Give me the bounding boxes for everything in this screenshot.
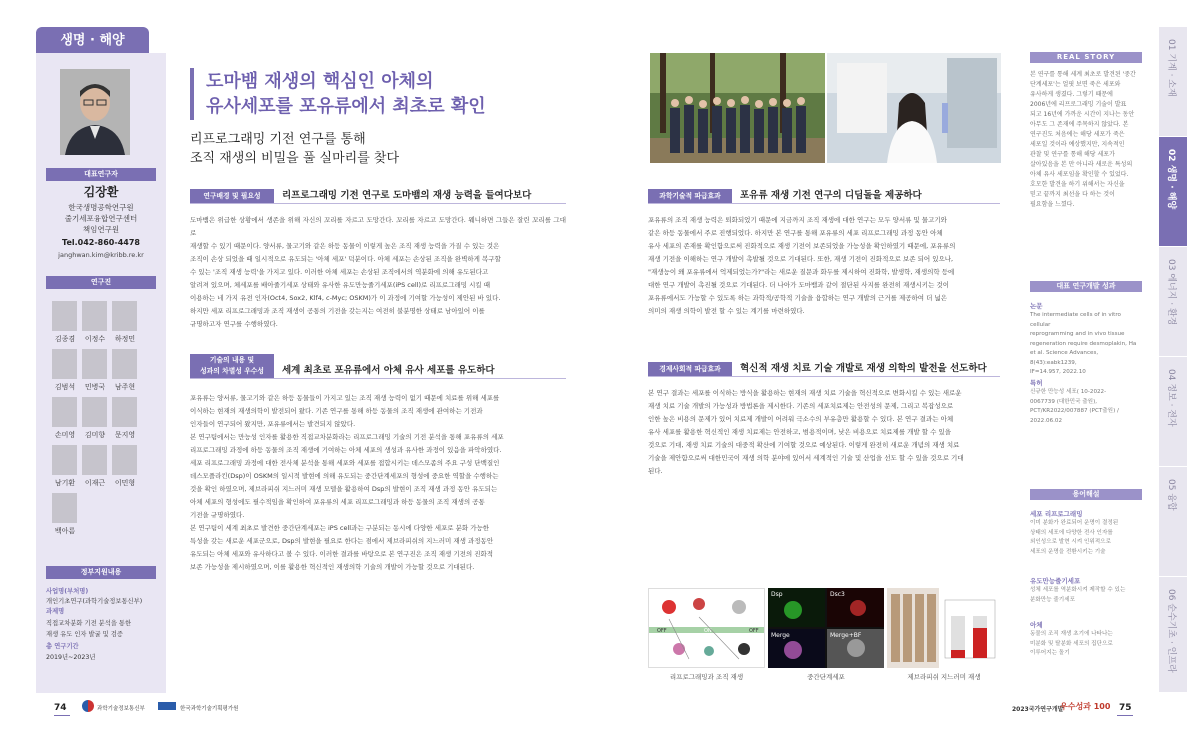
gov-label: 총 연구기간 — [46, 643, 79, 650]
figure-caption: 리프로그래밍과 조직 재생 — [669, 673, 744, 681]
lead-email: janghwan.kim@kribb.re.kr — [58, 251, 144, 259]
tab-machinery-materials[interactable]: 01 기계 · 소재 — [1159, 27, 1187, 137]
patent-details: 신규한 만능성 세포( 10-2022- 0067739 (대한민국 출원), PCT/KR2022/007887 (PCT출원) / 2022.06.02 — [1030, 389, 1119, 424]
section-header-content — [190, 356, 566, 379]
section-title: 혁신적 재생 치료 기술 개발로 재생 의학의 발전을 선도하다 — [740, 363, 987, 374]
glossary-definition: 성체 세포를 역분화시켜 제작할 수 있는 분화만능 줄기세포 — [1030, 587, 1126, 603]
gov-label: 사업명(부처명) — [46, 588, 89, 595]
section-tag: 기술의 내용 및 성과의 차별성 우수성 — [190, 354, 274, 378]
researcher-photo — [52, 445, 77, 475]
page-subtitle-line: 리프로그래밍 기전 연구를 통해 — [190, 132, 366, 147]
reprogramming-diagram — [648, 588, 765, 668]
team-group-photo — [650, 53, 825, 163]
researcher-photo — [112, 397, 137, 427]
merge-bf-label: Merge+BF — [830, 632, 862, 639]
section-header-background — [190, 189, 566, 204]
dsp-label: Dsp — [771, 591, 783, 598]
section-tag: 연구배경 및 필요성 — [190, 189, 274, 203]
researcher-photo — [82, 397, 107, 427]
lead-phone: Tel.042-860-4478 — [62, 238, 140, 247]
right-page-number: 75 — [1119, 703, 1132, 713]
content-paragraph: 포유류는 양서류, 물고기와 같은 하등 동물들이 가지고 있는 조직 재생 능력이 없기 때문에 치료를 위해 세포를 이식하는 현재의 재생의학이 발전되어 왔다. 기존 연구를 통해 하등 동물의 조직 재생에 관여하는 기전과 인자들이 연구되어 왔지만, 포유류에서는 발견되지 않았다. 본 연구팀에서는 만능성 인자를 활용한 직접교차분화라는 리프로그래밍 기술의 기전 분석을 통해 포유류의 세포 리프로그래밍 과정에 하등 동물의 조직 재생에 기여하는 아체 세포의 생성과 유사한 과정이 있음을 파악하였다. 세포 리프로그래밍 과정에 대한 전사체 분석을 통해 세포와 세포를 접합시키는 데스모좀의 주요 구성 단백질인 데스모플라킨(Dsp)이 OSKM의 일시적 발현에 의해 유도되는 중간단계세포의 형성에 중요한 역할을 수행하는 것을 확인 하였으며, 제브라피쉬 지느러미 재생 모델을 활용하여 Dsp의 발현이 조직 재생 과정 동안 유도되는 아체 세포의 형성에도 필수적임을 확인하여 포유류의 세포 리프로그래밍과 하등 동물의 조직 재생의 공통 기전을 규명하였다. 본 연구팀이 세계 최초로 발견한 중간단계세포는 iPS cell과는 구분되는 동시에 다양한 세포로 분화 가능한 특성을 갖는 새로운 세포군으로, Dsp의 발현을 필요로 한다는 점에서 제브라피쉬의 지느러미 재생 과정동안 유도되는 아체 세포와 유사하다고 볼 수 있다. 이러한 결과를 바탕으로 본 연구진은 조직 재생 기전의 진화적 보존 가능성을 제시하였으며, 이를 활용한 혁신적인 재생의학 기술의 개발이 가능할 것으로 기대된다. — [190, 394, 504, 571]
lead-researcher-header: 대표연구자 — [46, 168, 156, 181]
researcher-photo — [82, 301, 107, 331]
zebrafish-fin-figure — [887, 588, 1001, 668]
researchers-header: 연구진 — [46, 276, 156, 289]
page-title-line: 도마뱀 재생의 핵심인 아체의 — [206, 71, 434, 92]
section-title: 리프로그래밍 기전 연구로 도마뱀의 재생 능력을 들여다보다 — [282, 190, 532, 201]
lead-affiliation-line: 한국생명공학연구원 — [68, 203, 134, 212]
real-story-header: REAL STORY — [1030, 52, 1142, 63]
paper-label: 논문 — [1030, 302, 1043, 310]
glossary-definition: 이미 분화가 완료되어 운명이 결정된 상태의 세포에 다양한 전사 인자를 외인성으로 발현 시켜 인위적으로 세포의 운명을 전환시키는 기술 — [1030, 520, 1119, 555]
researcher-name: 이민형 — [114, 479, 136, 487]
government-support-header: 정부지원내용 — [46, 566, 156, 579]
gov-value: 재생 유도 인자 발굴 및 검증 — [46, 631, 123, 638]
researcher-photo — [112, 445, 137, 475]
researcher-name: 손미영 — [54, 431, 76, 439]
economic-paragraph: 본 연구 결과는 세포를 이식하는 방식을 활용하는 현재의 재생 치료 기술을 혁신적으로 변화시킬 수 있는 새로운 재생 치료 기술 개발의 가능성과 방법론을 제시한다. 기존의 세포치료제는 안전성의 문제, 그리고 복잡성으로 인한 높은 비용의 문제가 있어 치료제 개발이 어려워 극소수의 부유층만 활용할 수 있다. 본 연구 결과는 아체 유사 세포를 활용한 혁신적인 재생 치료제는 안전하고, 범용적이며, 낮은 비용으로 치료제를 개발 할 수 있을 것으로 기대, 재생 치료 기술의 대중적 확산에 기여할 것으로 예상된다. 이렇게 완전히 새로운 개념의 재생 치료 기술을 제안함으로써 대한민국이 재생 의학 분야에 있어서 세계적인 기술 및 산업을 선도 할 수 있을 것으로 기대 된다. — [648, 389, 964, 475]
intermediate-cell-images — [768, 588, 884, 668]
researcher-name: 남기환 — [54, 479, 76, 487]
researcher-name: 김범석 — [54, 383, 76, 391]
tab-info-electronics[interactable]: 04 정보 · 전자 — [1159, 357, 1187, 467]
section-tag: 경제사회적 파급효과 — [648, 362, 732, 376]
glossary-term: 유도만능줄기세포 — [1030, 577, 1081, 585]
footer-brand: 우수성과 100 — [1060, 702, 1111, 711]
researcher-name: 남주현 — [114, 383, 136, 391]
researcher-name: 하정민 — [114, 335, 136, 343]
paper-citation: The intermediate cells of in vitro cellular reprogramming and in vivo tissue regeneration require desmoplakin, Ha et al. Science Advances, 8(43):eabk1239, IF=14.957, 2022.10 — [1030, 312, 1137, 375]
real-story-text: 본 연구를 통해 세계 최초로 발견된 '중간 단계세포'는 얼핏 보면 죽은 세포와 유사하게 생겼다. 그렇기 때문에 2006년에 리프로그래밍 기술이 발표 되고 16년에 가까운 시간이 지나는 동안 아무도 그 존재에 주목하지 않았다. 본 연구진도 처음에는 해당 세포가 죽은 세포일 것이라 예상했지만, 지속적인 관찰 및 연구를 통해 해당 세포가 살아있음을 본 만 아니라 새로운 특성의 아체 유사 세포임을 확인할 수 있었다. 호모한 발견을 하기 위해서는 자신을 믿고 끝까지 최선을 다 하는 것이 필요함을 느꼈다. — [1030, 71, 1136, 208]
researcher-name: 민병국 — [84, 383, 106, 391]
gov-label: 과제명 — [46, 608, 65, 615]
lead-affiliation-line: 줄기세포융합연구센터 — [64, 214, 138, 223]
section-tag: 과학기술적 파급효과 — [648, 189, 732, 203]
page-title-line: 유사세포를 포유류에서 최초로 확인 — [206, 96, 486, 117]
glossary-term: 세포 리프로그래밍 — [1030, 510, 1083, 518]
figure-caption: 제브라피쉬 지느러미 재생 — [907, 673, 981, 681]
tech-paragraph: 포유류의 조직 재생 능력은 퇴화되었기 때문에 지금까지 조직 재생에 대한 연구는 모두 양서류 및 물고기와 같은 하등 동물에서 주로 진행되었다. 하지만 본 연구를 통해 포유류의 세포 리프로그래밍 과정 동안 아체 유사 세포의 존재를 확인함으로써 진화적으로 재생 기전이 보존되었을 가능성을 확인하였기 때문에, 포유류의 재생 기전을 이해하는 연구 개발이 촉발될 것으로 기대된다. 또한, 재생 기전이 진화적으로 보존 되어 있으나, "재생능이 왜 포유류에서 억제되었는가?"라는 새로운 질문과 화두를 제시하여 진화학, 발생학, 재생의학 등에 대한 연구 개발이 촉진될 것으로 기대된다. 더 나아가 도마뱀과 같이 절단된 사지를 완전히 재생시키는 것이 포유류에서도 가능할 수 있도록 하는 과학적/공학적 기술을 융합하는 연구 개발의 근거를 제공하여 더 넓은 의미의 재생 의학이 발전 할 수 있는 계기를 마련하였다. — [648, 216, 956, 315]
patent-label: 특허 — [1030, 379, 1043, 387]
tab-life-ocean[interactable]: 02 생명 · 해양 — [1159, 137, 1187, 247]
merge-label: Merge — [771, 632, 790, 639]
glossary-term: 아체 — [1030, 621, 1043, 629]
off-label: OFF — [749, 628, 759, 634]
category-tab: 생명 · 해양 — [36, 27, 149, 55]
left-page-number: 74 — [54, 703, 67, 713]
title-accent-bar — [190, 68, 194, 120]
tab-basic-infra[interactable]: 06 순수기초 · 인프라 — [1159, 577, 1187, 693]
kistep-label: 한국과학기술기획평가원 — [180, 706, 239, 712]
section-header-tech — [648, 189, 1000, 204]
researcher-name: 김종겸 — [54, 335, 76, 343]
lab-researcher-photo — [827, 53, 1001, 163]
dsc3-label: Dsc3 — [830, 591, 845, 598]
lead-researcher-name: 김장환 — [83, 185, 119, 199]
tab-energy-environment[interactable]: 03 에너지 · 환경 — [1159, 247, 1187, 357]
researcher-photo — [82, 349, 107, 379]
researcher-photo — [112, 301, 137, 331]
msit-logo-icon — [82, 700, 94, 712]
researcher-photo — [52, 493, 77, 523]
footer-program-label: 2023국가연구개발 — [1012, 706, 1064, 713]
researcher-photo — [82, 445, 107, 475]
gov-value: 개인기초연구(과학기술정보통신부) — [46, 598, 143, 605]
researcher-photo — [52, 301, 77, 331]
researcher-photo — [112, 349, 137, 379]
page-subtitle-line: 조직 재생의 비밀을 풀 실마리를 찾다 — [190, 151, 400, 166]
achievements-header: 대표 연구개발 성과 — [1030, 281, 1142, 292]
gov-value: 2019년~2023년 — [46, 654, 96, 661]
glossary-definition: 동물의 조직 재생 초기에 나타나는 미분화 및 탈분화 세포의 집단으로 이루어지는 돌기 — [1030, 631, 1113, 656]
section-header-economic — [648, 362, 1000, 377]
figure-caption: 중간단계세포 — [807, 673, 845, 681]
page-underline — [54, 715, 70, 716]
lead-affiliation-line: 책임연구원 — [82, 225, 120, 234]
lead-researcher-photo — [60, 69, 130, 155]
researcher-photo — [52, 397, 77, 427]
researcher-name: 이정수 — [84, 335, 106, 343]
researcher-photo — [52, 349, 77, 379]
page-underline — [1117, 715, 1133, 716]
gov-value: 직접교차분화 기전 분석을 통한 — [46, 620, 132, 627]
msit-label: 과학기술정보통신부 — [97, 706, 145, 712]
researcher-name: 문지영 — [114, 431, 136, 439]
section-title: 세계 최초로 포유류에서 아체 유사 세포를 유도하다 — [282, 365, 495, 376]
researcher-name: 이재근 — [84, 479, 106, 487]
off-label: OFF — [657, 628, 667, 634]
section-title: 포유류 재생 기전 연구의 디딤돌을 제공하다 — [740, 190, 922, 201]
glossary-header: 용어해설 — [1030, 489, 1142, 500]
researcher-name: 김미향 — [84, 431, 106, 439]
researcher-name: 백아름 — [54, 527, 76, 535]
background-paragraph: 도마뱀은 위급한 상황에서 생존을 위해 자신의 꼬리를 자르고 도망간다. 꼬리를 자르고 도망간다. 웨니하면 그들은 잘린 꼬리를 그대로 재생할 수 있기 때문이다. 양서류, 물고기와 같은 하등 동물이 이렇게 높은 조직 재생 능력을 가질 수 있는 것은 조직이 손상 되었을 때 일시적으로 유도되는 '아체 세포' 덕분이다. 아체 세포는 손상된 조직을 완벽하게 복구할 수 있는 '조직 재생 능력'을 가지고 있다. 이러한 아체 세포는 손상된 조직에서의 역분화에 의해 유도된다고 알려져 있으며, 체세포를 배아줄기세포 상태와 유사한 유도만능줄기세포(iPS cell)로 리프로그래밍 시킬 때 이용하는 네 가지 유전 인자(Oct4, Sox2, Klf4, c-Myc; OSKM)가 이 과정에 기여할 가능성이 제안된 바 있다. 하지만 세포 리프로그래밍과 조직 재생이 공통의 기전을 갖는지는 여전히 불분명한 상태로 남아있어 이를 규명하고자 연구를 수행하였다. — [190, 216, 566, 328]
tab-convergence[interactable]: 05 융합 — [1159, 467, 1187, 577]
on-label: ON — [704, 628, 712, 634]
kistep-logo-icon — [158, 702, 176, 710]
